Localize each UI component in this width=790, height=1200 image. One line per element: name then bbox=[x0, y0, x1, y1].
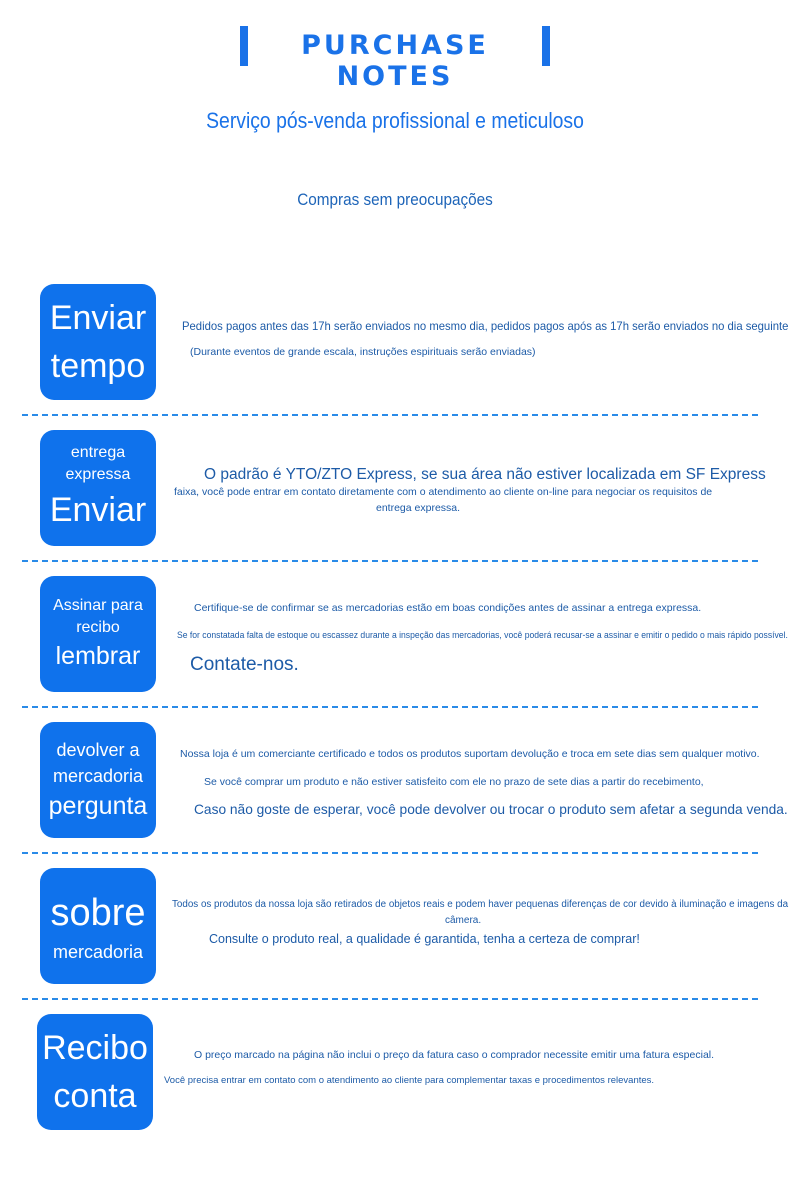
section-text: Se você comprar um produto e não estiver satisfeito com ele no prazo de sete dias a partir do recebimento, bbox=[204, 776, 704, 788]
section-text: entrega expressa. bbox=[376, 502, 461, 514]
badge-invoice bbox=[37, 1014, 153, 1130]
badge-line: expressa bbox=[65, 466, 131, 483]
section-text: Caso não goste de esperar, você pode devolver ou trocar o produto sem afetar a segunda venda. bbox=[194, 801, 788, 817]
contact-us-link[interactable]: Contate-nos. bbox=[190, 654, 299, 675]
divider bbox=[22, 414, 758, 416]
section-text: Nossa loja é um comerciante certificado e todos os produtos suportam devolução e troca em sete dias sem qualquer motivo. bbox=[180, 748, 760, 760]
section-text: Todos os produtos da nossa loja são retirados de objetos reais e podem haver pequenas diferenças de cor devido à iluminação e imagens da bbox=[172, 899, 789, 910]
section-text: Você precisa entrar em contato com o atendimento ao cliente para complementar taxas e procedimentos relevantes. bbox=[164, 1075, 655, 1086]
section-text: Consulte o produto real, a qualidade é garantida, tenha a certeza de comprar! bbox=[209, 932, 640, 946]
badge-express-delivery bbox=[40, 430, 156, 546]
badge-signing-reminder bbox=[40, 576, 156, 692]
badge-line: conta bbox=[53, 1077, 137, 1115]
section-text: Pedidos pagos antes das 17h serão enviados no mesmo dia, pedidos pagos após as 17h serão enviados no dia seguinte bbox=[182, 319, 789, 333]
header bbox=[0, 0, 790, 250]
section-text: Certifique-se de confirmar se as mercadorias estão em boas condições antes de assinar a entrega expressa. bbox=[194, 602, 702, 614]
section-returns bbox=[0, 722, 790, 868]
badge-line: lembrar bbox=[55, 642, 141, 670]
section-invoice bbox=[0, 1014, 790, 1160]
badge-shipping-time bbox=[40, 284, 156, 400]
section-text: O preço marcado na página não inclui o preço da fatura caso o comprador necessite emitir uma fatura especial. bbox=[194, 1049, 715, 1061]
badge-line: devolver a bbox=[56, 740, 140, 760]
section-about-goods bbox=[0, 868, 790, 1014]
badge-line: tempo bbox=[50, 347, 146, 385]
badge-line: mercadoria bbox=[52, 766, 144, 786]
badge-line: Assinar para bbox=[53, 597, 143, 614]
divider bbox=[22, 560, 758, 562]
badge-line: mercadoria bbox=[52, 942, 144, 962]
badge-line: pergunta bbox=[48, 792, 148, 820]
badge-line: Enviar bbox=[49, 491, 147, 529]
section-text: Se for constatada falta de estoque ou escassez durante a inspeção das mercadorias, você poderá recusar-se a assinar e emitir o pedido o mais rápido possível. bbox=[177, 630, 788, 640]
section-text: O padrão é YTO/ZTO Express, se sua área não estiver localizada em SF Express bbox=[204, 466, 766, 483]
page-title: PURCHASE NOTES bbox=[301, 30, 489, 92]
page-subtitle: Serviço pós-venda profissional e meticuloso bbox=[206, 108, 584, 133]
section-express-delivery bbox=[0, 430, 790, 576]
section-text: faixa, você pode entrar em contato diretamente com o atendimento ao cliente on-line para negociar os requisitos de bbox=[174, 486, 713, 498]
section-note: (Durante eventos de grande escala, instruções espirituais serão enviadas) bbox=[190, 346, 536, 358]
title-block bbox=[240, 26, 550, 92]
badge-line: recibo bbox=[76, 619, 120, 636]
page-tagline: Compras sem preocupações bbox=[297, 190, 493, 209]
badge-returns bbox=[40, 722, 156, 838]
badge-line: Enviar bbox=[49, 299, 147, 337]
divider bbox=[22, 852, 758, 854]
badge-line: entrega bbox=[70, 444, 126, 461]
badge-about-goods bbox=[40, 868, 156, 984]
section-signing-reminder bbox=[0, 576, 790, 722]
section-text: câmera. bbox=[445, 915, 482, 926]
divider bbox=[22, 998, 758, 1000]
badge-line: sobre bbox=[50, 892, 146, 934]
section-shipping-time bbox=[0, 284, 790, 430]
badge-line: Recibo bbox=[42, 1029, 148, 1067]
title-bar-right bbox=[542, 26, 550, 66]
divider bbox=[22, 706, 758, 708]
